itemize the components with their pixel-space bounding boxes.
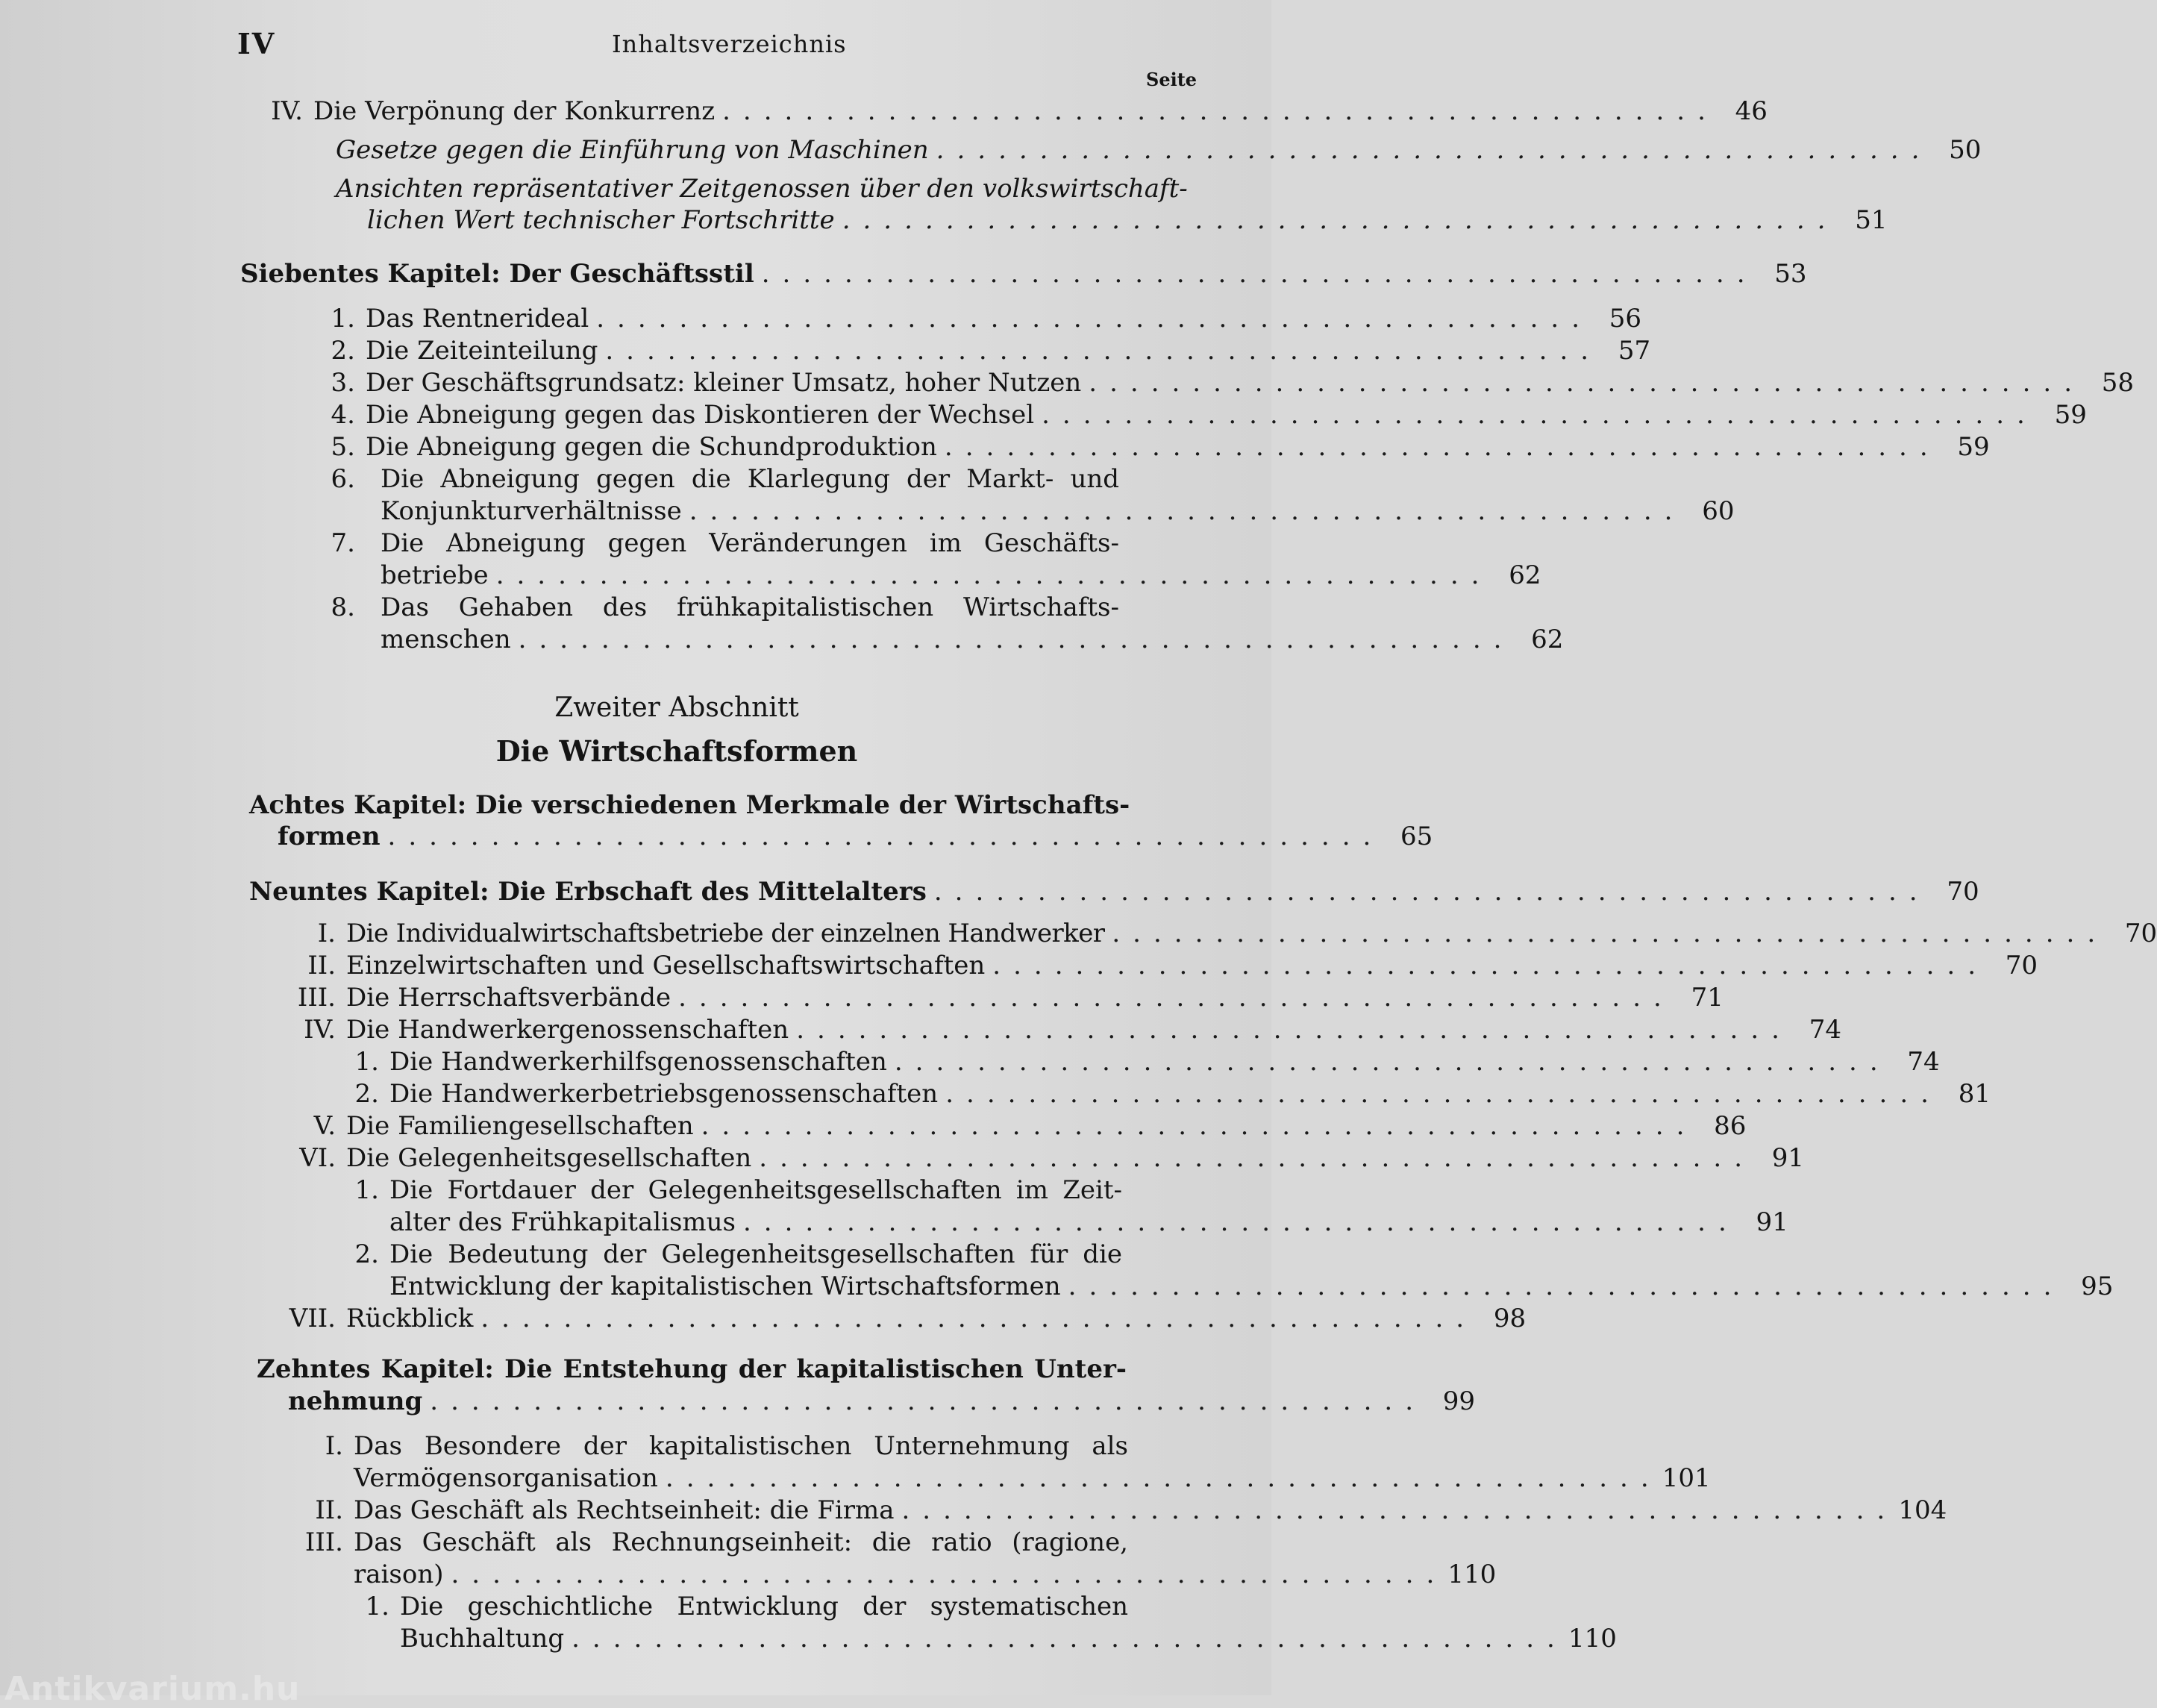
- page-ref: 110: [1447, 1560, 1497, 1589]
- toc-chapter-7: Siebentes Kapitel: Der Geschäftsstil ................................................ 53: [240, 259, 1807, 289]
- section-label: Zweiter Abschnitt: [554, 692, 799, 723]
- toc-entry-ch9-vi: VI. Die Gelegenheitsgesellschaften ................................................ 91: [299, 1143, 1805, 1173]
- page-ref: 46: [1735, 96, 1768, 126]
- toc-entry-ch10-ii: II. Das Geschäft als Rechtseinheit: die Firma ................................................ 104: [315, 1495, 1947, 1525]
- toc-chapter-8: formen ................................................ 65: [278, 822, 1433, 851]
- toc-entry-ch9-v: V. Die Familiengesellschaften ................................................ 86: [313, 1111, 1747, 1141]
- toc-entry-ansichten-line1: Ansichten repräsentativer Zeitgenossen über den volkswirtschaft-: [336, 174, 1188, 204]
- toc-entry-ch9-vi-2: Entwicklung der kapitalistischen Wirtschaftsformen ................................................ 95: [389, 1271, 2114, 1301]
- toc-entry-ch7-4: 4. Die Abneigung gegen das Diskontieren der Wechsel ................................................ 59: [331, 400, 2087, 430]
- toc-entry-ch7-2: 2. Die Zeiteinteilung ................................................ 57: [331, 336, 1651, 366]
- page-number: IV: [237, 27, 276, 60]
- toc-entry-ch9-vi-2-line1: Die Bedeutung der Gelegenheitsgesellschaften für die: [389, 1239, 1122, 1269]
- toc-entry-iv-verponung: IV. Die Verpönung der Konkurrenz ................................................ 46: [271, 96, 1768, 126]
- page-ref: 59: [2054, 400, 2087, 430]
- page-ref: 56: [1609, 304, 1642, 334]
- toc-entry-ch9-iii: III. Die Herrschaftsverbände ................................................ 71: [297, 983, 1724, 1013]
- toc-entry-ch10-i-line1: Das Besondere der kapitalistischen Unternehmung als: [354, 1431, 1128, 1461]
- page-ref: 60: [1702, 496, 1735, 526]
- page-ref: 91: [1756, 1207, 1788, 1237]
- toc-entry-ch9-i: I. Die Individualwirtschaftsbetriebe der einzelnen Handwerker ................................................ 70: [317, 919, 2157, 948]
- toc-entry-ch9-vi-2-num: 2.: [354, 1239, 379, 1269]
- toc-entry-ch9-vii: VII. Rückblick ................................................ 98: [289, 1304, 1527, 1333]
- toc-entry-ch10-iii-1: Buchhaltung ................................................ 110: [400, 1624, 1617, 1654]
- toc-entry-ch10-i-roman: I.: [325, 1431, 343, 1461]
- section-title: Die Wirtschaftsformen: [495, 734, 858, 768]
- toc-entry-gesetze: Gesetze gegen die Einführung von Maschinen ................................................ 50: [336, 135, 1982, 165]
- toc-entry-ch7-1: 1. Das Rentnerideal ................................................ 56: [331, 304, 1642, 334]
- seite-label: Seite: [1146, 69, 1198, 90]
- page-ref: 62: [1531, 625, 1564, 654]
- toc-entry-ch9-vi-1-num: 1.: [354, 1175, 379, 1205]
- page-ref: 91: [1771, 1143, 1805, 1173]
- toc-entry-ch7-6-line1: Die Abneigung gegen die Klarlegung der Markt- und: [381, 464, 1119, 494]
- toc-entry-ch7-6: Konjunkturverhältnisse ................................................ 60: [381, 496, 1735, 526]
- page-ref: 70: [2005, 951, 2038, 980]
- toc-entry-ch7-6-num: 6.: [331, 464, 355, 494]
- page-ref: 70: [1947, 877, 1979, 907]
- toc-chapter-9: Neuntes Kapitel: Die Erbschaft des Mittelalters ................................................ 70: [249, 877, 1979, 907]
- toc-entry-ch7-7-line1: Die Abneigung gegen Veränderungen im Geschäfts-: [381, 528, 1119, 558]
- page-ref: 74: [1809, 1015, 1841, 1045]
- watermark: Antikvarium.hu: [4, 1670, 301, 1708]
- toc-entry-ch10-iii-line1: Das Geschäft als Rechnungseinheit: die ratio (ragione,: [354, 1527, 1128, 1557]
- toc-chapter-10-line1: Zehntes Kapitel: Die Entstehung der kapitalistischen Unter-: [257, 1354, 1127, 1384]
- toc-entry-ansichten: lichen Wert technischer Fortschritte ................................................ 51: [367, 205, 1888, 235]
- page-ref: 86: [1714, 1111, 1747, 1141]
- toc-entry-ch7-7-num: 7.: [331, 528, 355, 558]
- page-ref: 99: [1442, 1386, 1476, 1416]
- page-ref: 70: [2124, 919, 2157, 948]
- page-ref: 58: [2101, 368, 2135, 398]
- page-ref: 110: [1568, 1624, 1617, 1654]
- toc-entry-ch10-iii: raison) ................................................ 110: [354, 1560, 1497, 1589]
- toc-entry-ch7-8: menschen ................................................ 62: [381, 625, 1564, 654]
- toc-chapter-8-line1: Achtes Kapitel: Die verschiedenen Merkmale der Wirtschafts-: [249, 790, 1130, 820]
- page-ref: 53: [1774, 259, 1807, 289]
- toc-entry-ch9-iv: IV. Die Handwerkergenossenschaften ................................................ 74: [304, 1015, 1841, 1045]
- toc-entry-ch10-iii-1-line1: Die geschichtliche Entwicklung der systematischen: [400, 1592, 1128, 1621]
- page-ref: 71: [1691, 983, 1724, 1013]
- page-ref: 57: [1618, 336, 1651, 366]
- toc-entry-ch10-i: Vermögensorganisation ................................................ 101: [354, 1463, 1711, 1493]
- toc-entry-ch10-iii-roman: III.: [304, 1527, 343, 1557]
- page-ref: 81: [1958, 1079, 1991, 1109]
- toc-chapter-10: nehmung ................................................ 99: [288, 1386, 1476, 1416]
- page-ref: 59: [1957, 432, 1990, 462]
- toc-entry-ch7-5: 5. Die Abneigung gegen die Schundproduktion ................................................ 59: [331, 432, 1990, 462]
- toc-entry-ch7-7: betriebe ................................................ 62: [381, 560, 1541, 590]
- toc-entry-ch9-vi-1: alter des Frühkapitalismus ................................................ 91: [389, 1207, 1788, 1237]
- page-ref: 104: [1898, 1495, 1947, 1525]
- running-title: Inhaltsverzeichnis: [612, 30, 847, 58]
- page-ref: 51: [1855, 205, 1888, 235]
- page-ref: 95: [2081, 1271, 2114, 1301]
- toc-entry-ch7-8-line1: Das Gehaben des frühkapitalistischen Wirtschafts-: [381, 592, 1119, 622]
- toc-entry-ch9-iv-2: 2. Die Handwerkerbetriebsgenossenschaften ................................................ 81: [354, 1079, 1991, 1109]
- toc-entry-ch10-iii-1-num: 1.: [365, 1592, 389, 1621]
- page-ref: 65: [1400, 822, 1433, 851]
- toc-entry-ch7-3: 3. Der Geschäftsgrundsatz: kleiner Umsatz, hoher Nutzen ................................................ 58: [331, 368, 2135, 398]
- toc-entry-ch9-iv-1: 1. Die Handwerkerhilfsgenossenschaften ................................................ 74: [354, 1047, 1940, 1077]
- toc-entry-ch9-vi-1-line1: Die Fortdauer der Gelegenheitsgesellschaften im Zeit-: [389, 1175, 1122, 1205]
- page-ref: 101: [1662, 1463, 1711, 1493]
- page-ref: 98: [1493, 1304, 1527, 1333]
- page-ref: 62: [1509, 560, 1541, 590]
- toc-entry-ch7-8-num: 8.: [331, 592, 355, 622]
- page-ref: 50: [1949, 135, 1982, 165]
- page-ref: 74: [1907, 1047, 1940, 1077]
- toc-entry-ch9-ii: II. Einzelwirtschaften und Gesellschaftswirtschaften ................................................ 70: [307, 951, 2038, 980]
